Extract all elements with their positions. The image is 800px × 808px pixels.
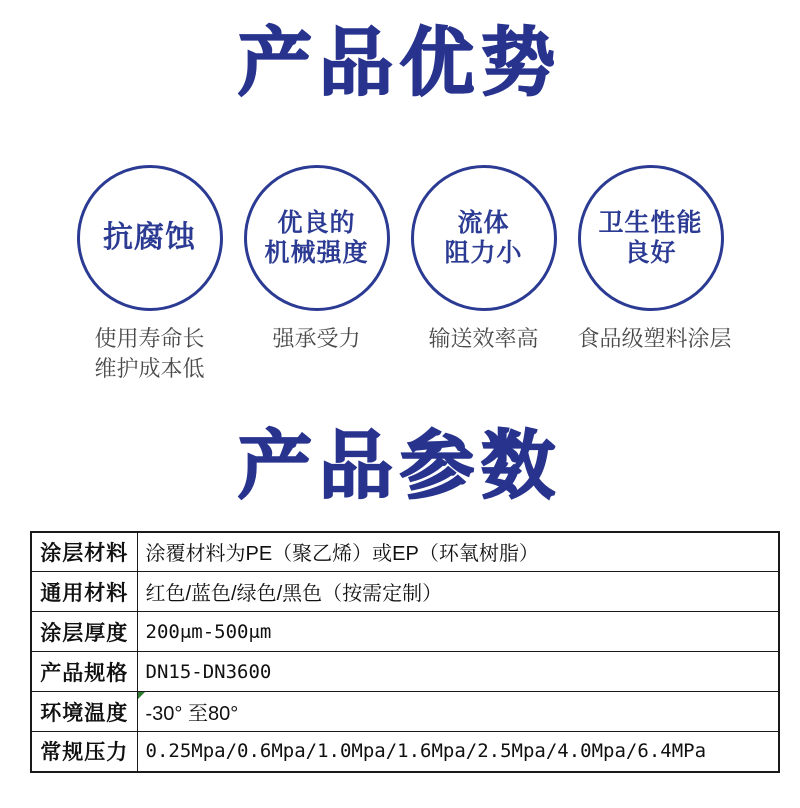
parameters-title: 产品参数 (238, 424, 562, 508)
advantage-item (411, 165, 557, 383)
parameter-value: 200μm-500μm (137, 612, 779, 652)
parameter-label: 通用材料 (31, 572, 137, 612)
parameter-label: 环境温度 (31, 692, 137, 732)
parameter-label: 产品规格 (31, 652, 137, 692)
parameter-value: DN15-DN3600 (137, 652, 779, 692)
product-infographic-page (0, 20, 800, 808)
table-row (31, 732, 779, 772)
advantage-caption-line: 维护成本低 (94, 355, 205, 381)
advantage-circle-label: 阻力小 (444, 239, 523, 268)
advantage-caption-line: 输送效率高 (428, 326, 539, 352)
parameter-value: 0.25Mpa/0.6Mpa/1.0Mpa/1.6Mpa/2.5Mpa/4.0Mpa/6.4MPa (137, 732, 779, 772)
parameters-table (30, 531, 780, 773)
advantage-circle (578, 165, 724, 311)
advantage-item (77, 165, 223, 383)
advantage-circle (411, 165, 557, 311)
advantage-circle-label: 卫生性能 (598, 209, 703, 238)
table-row (31, 692, 779, 732)
advantage-caption-line: 使用寿命长 (94, 326, 205, 352)
parameter-label: 常规压力 (31, 732, 137, 772)
parameter-value: -30° 至80° (137, 692, 779, 732)
advantage-circle (244, 165, 390, 311)
advantage-caption (411, 324, 557, 354)
advantage-circle-label: 良好 (624, 239, 677, 268)
advantage-circle (77, 165, 223, 311)
table-row (31, 652, 779, 692)
advantage-item (577, 165, 732, 383)
advantage-caption (577, 324, 732, 354)
advantage-caption-line: 强承受力 (272, 326, 361, 352)
advantage-caption (77, 324, 223, 383)
advantage-circle-label: 机械强度 (264, 239, 369, 268)
parameter-value: 红色/蓝色/绿色/黑色（按需定制） (137, 572, 779, 612)
table-row (31, 572, 779, 612)
advantages-title: 产品优势 (238, 21, 562, 104)
advantages-circle-row (0, 165, 800, 383)
advantage-caption (244, 324, 390, 354)
parameter-label: 涂层材料 (31, 532, 137, 572)
advantage-circle-label: 优良的 (277, 209, 356, 238)
parameter-label: 涂层厚度 (31, 612, 137, 652)
parameter-value: 涂覆材料为PE（聚乙烯）或EP（环氧树脂） (137, 532, 779, 572)
table-row (31, 532, 779, 572)
cell-comment-marker-icon (138, 692, 145, 699)
table-row (31, 612, 779, 652)
advantage-caption-line: 食品级塑料涂层 (577, 326, 732, 352)
advantage-item (244, 165, 390, 383)
advantage-circle-label: 抗腐蚀 (103, 221, 196, 255)
advantage-circle-label: 流体 (457, 209, 510, 238)
